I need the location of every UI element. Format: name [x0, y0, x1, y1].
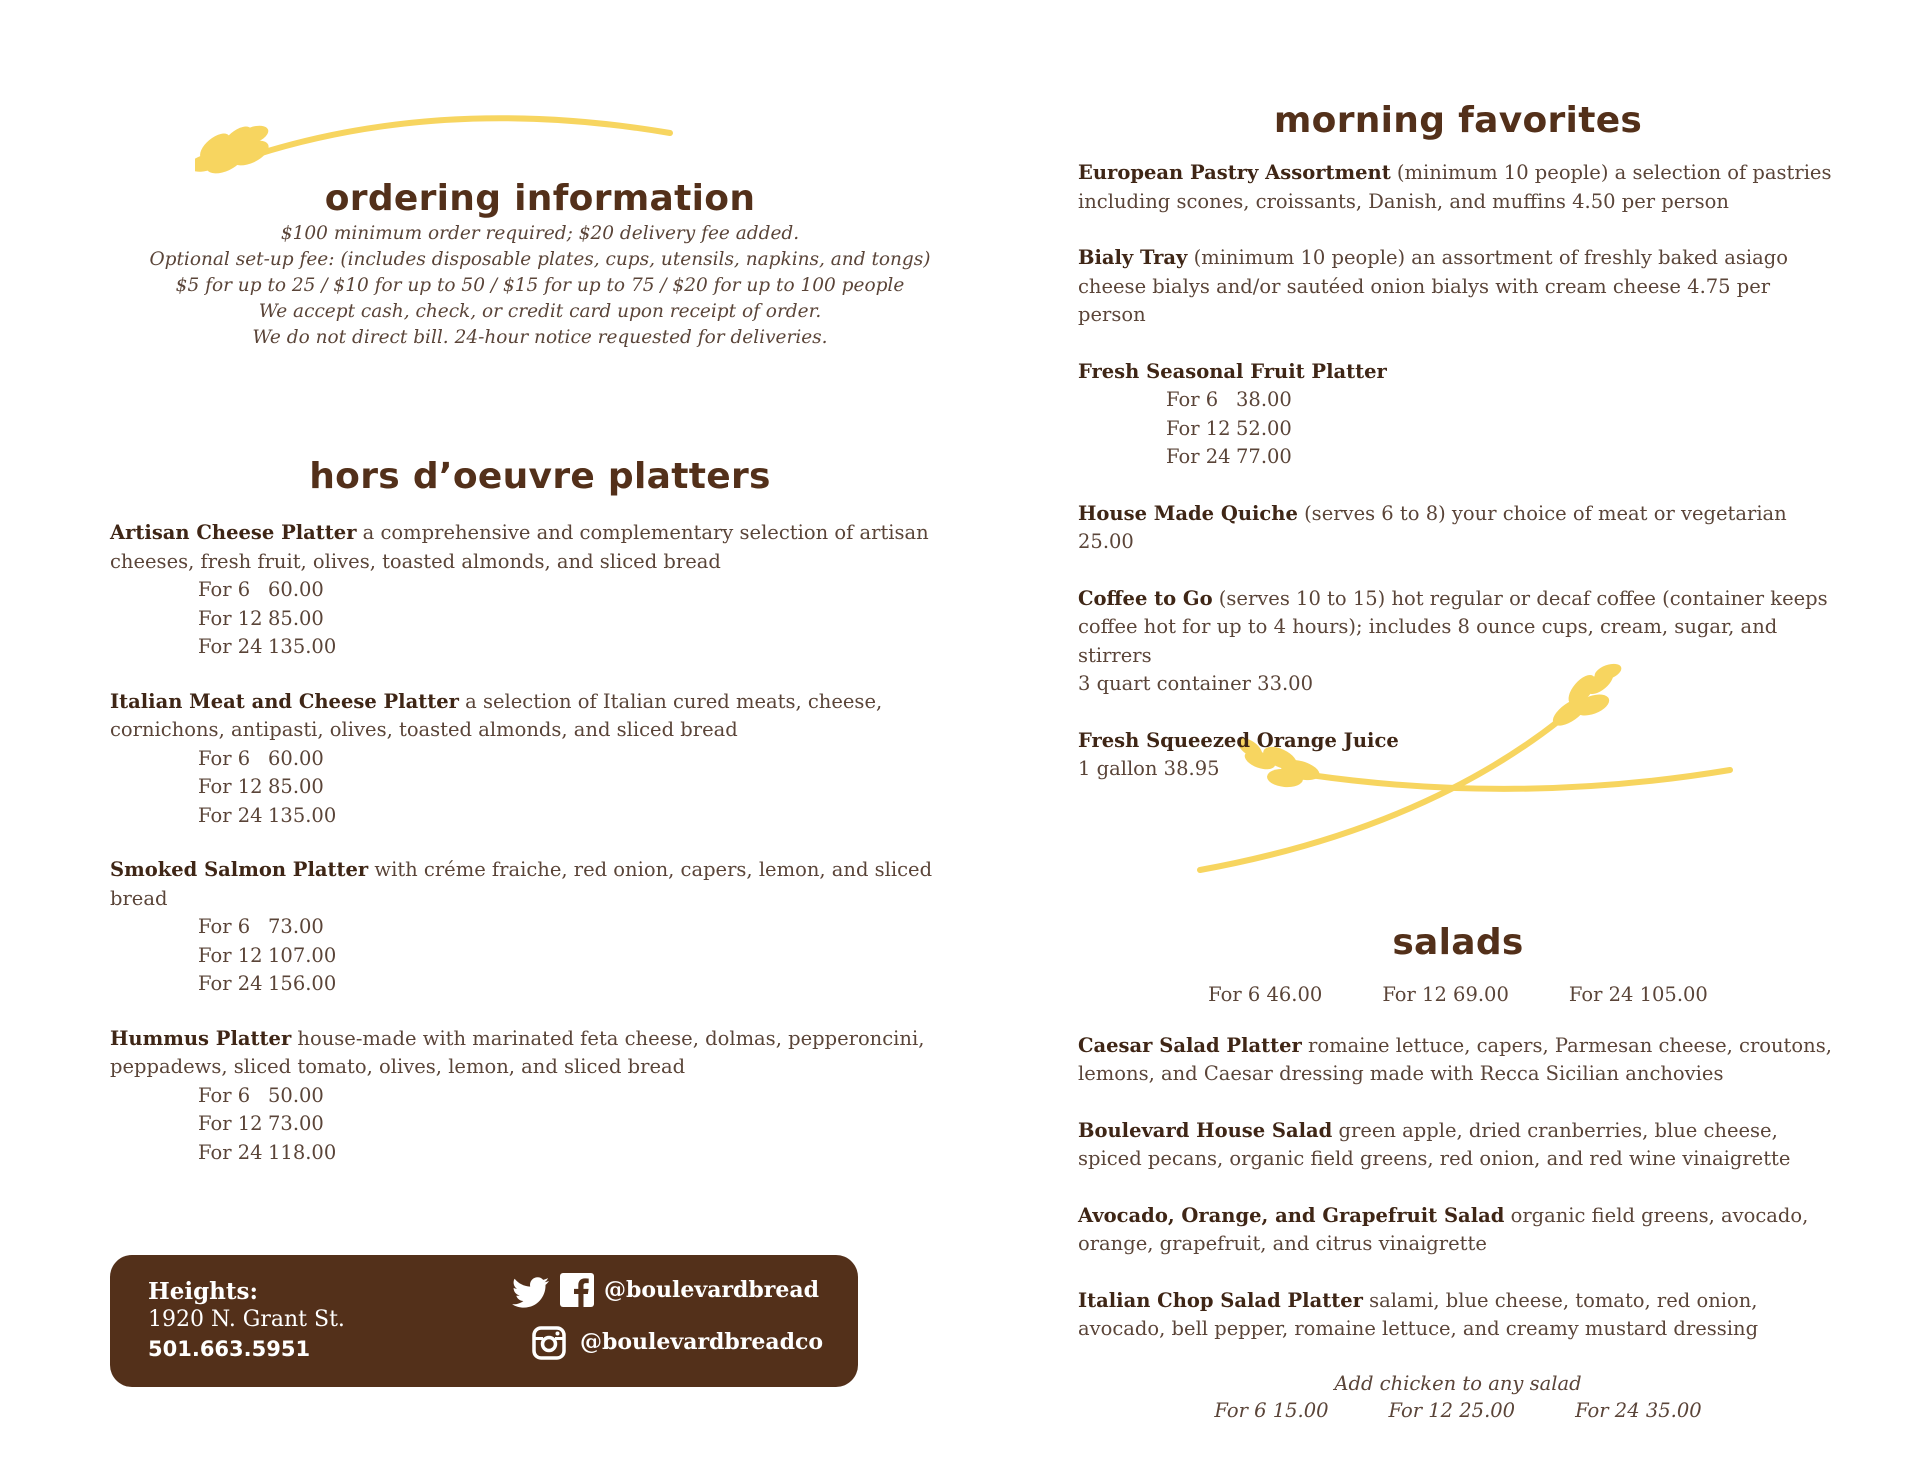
chicken-prices: [1078, 1399, 1838, 1422]
price-value: 38.00: [1236, 388, 1292, 411]
hors-title: hors d’oeuvre platters: [309, 456, 771, 497]
price-value: 85.00: [268, 606, 324, 630]
social-handle-twitter-facebook[interactable]: @boulevardbread: [604, 1277, 820, 1303]
ordering-line: $5 for up to 25 / $10 for up to 50 / $15 for up to 75 / $20 for up to 100 people: [175, 275, 905, 296]
ordering-line: We do not direct bill. 24-hour notice requested for deliveries.: [252, 327, 828, 348]
item-desc: (minimum 10 people) a selection of pastries including scones, croissants, Danish, and muffins 4.50 per person: [1078, 161, 1832, 213]
price-label: For 24: [198, 803, 263, 827]
item-name: Italian Meat and Cheese Platter: [110, 689, 459, 713]
menu-item-fruit-platter: [1078, 358, 1838, 472]
price-value: 52.00: [1236, 416, 1292, 440]
contact-address: 1920 N. Grant St.: [148, 1307, 345, 1332]
menu-item-caesar: [1078, 1032, 1838, 1089]
price-value: 60.00: [268, 746, 324, 770]
item-name: Bialy Tray: [1078, 246, 1188, 269]
item-desc: salami, blue cheese, tomato, red onion, avocado, bell pepper, romaine lettuce, and creamy mustard dressing: [1078, 1288, 1759, 1340]
item-name: House Made Quiche: [1078, 501, 1298, 525]
menu-item-smoked-salmon: [110, 856, 970, 999]
price-label: For 6: [1166, 388, 1219, 411]
menu-item-orange-juice: [1078, 727, 1838, 784]
menu-item-hummus: [110, 1025, 970, 1168]
price-value: 77.00: [1236, 445, 1292, 468]
contact-location: Heights:: [148, 1278, 258, 1305]
price-label: For 24: [198, 1140, 263, 1164]
item-name: European Pastry Assortment: [1078, 161, 1391, 184]
price-value: 73.00: [268, 1112, 324, 1135]
menu-item-quiche: [1078, 500, 1838, 557]
right-column: [1078, 0, 1838, 1422]
salad-price: For 24 105.00: [1568, 982, 1708, 1006]
price-label: For 24: [1166, 445, 1231, 468]
ordering-line: Optional set-up fee: (includes disposable plates, cups, utensils, napkins, and tongs): [149, 249, 931, 270]
chicken-price: For 12 25.00: [1388, 1398, 1516, 1422]
menu-item-bialy-tray: [1078, 244, 1838, 330]
price-label: For 6: [198, 746, 251, 770]
item-name: Hummus Platter: [110, 1026, 292, 1050]
price-label: For 12: [1166, 416, 1231, 440]
item-name: Italian Chop Salad Platter: [1078, 1288, 1363, 1312]
item-name: Coffee to Go: [1078, 586, 1213, 610]
item-desc: a comprehensive and complementary selection of artisan cheeses, fresh fruit, olives, toasted almonds, and sliced bread: [110, 521, 929, 573]
chicken-price: For 6 15.00: [1214, 1398, 1329, 1422]
salads-title: salads: [1392, 921, 1524, 963]
price-label: For 24: [198, 972, 263, 995]
item-desc: house-made with marinated feta cheese, dolmas, pepperoncini, peppadews, sliced tomato, olives, lemon, and sliced bread: [110, 1026, 925, 1078]
price-value: 73.00: [268, 915, 324, 938]
menu-item-chop-salad: [1078, 1287, 1838, 1344]
item-name: Fresh Squeezed Orange Juice: [1078, 728, 1399, 752]
price-value: 135.00: [268, 635, 337, 658]
ordering-line: $100 minimum order required; $20 delivery fee added.: [280, 223, 800, 244]
menu-item-avocado-salad: [1078, 1202, 1838, 1259]
item-desc: with créme fraiche, red onion, capers, lemon, and sliced bread: [110, 858, 933, 910]
salad-price: For 12 69.00: [1382, 982, 1509, 1006]
salad-prices: [1078, 983, 1838, 1006]
item-name: Avocado, Orange, and Grapefruit Salad: [1078, 1203, 1505, 1227]
menu-item-european-pastry: [1078, 159, 1838, 216]
menu-item-artisan-cheese: [110, 519, 970, 662]
price-label: For 6: [198, 578, 251, 601]
price-value: 118.00: [268, 1140, 337, 1164]
chicken-note: Add chicken to any salad: [1334, 1371, 1582, 1395]
price-label: For 12: [198, 606, 263, 630]
instagram-icon[interactable]: [532, 1326, 566, 1360]
price-value: 107.00: [268, 943, 337, 967]
price-value: 85.00: [268, 775, 324, 798]
item-desc: organic field greens, avocado, orange, grapefruit, and citrus vinaigrette: [1078, 1203, 1809, 1255]
price-label: For 12: [198, 775, 263, 798]
price-value: 135.00: [268, 803, 337, 827]
price-value: 50.00: [268, 1083, 324, 1107]
salad-price: For 6 46.00: [1208, 982, 1323, 1006]
contact-phone: 501.663.5951: [148, 1337, 311, 1361]
price-label: For 6: [198, 915, 251, 938]
twitter-icon[interactable]: [512, 1277, 550, 1309]
item-desc: (minimum 10 people) an assortment of freshly baked asiago cheese bialys and/or sautéed onion bialys with cream cheese 4.75 per person: [1078, 246, 1788, 326]
menu-item-house-salad: [1078, 1117, 1838, 1174]
item-desc: green apple, dried cranberries, blue cheese, spiced pecans, organic field greens, red onion, and red wine vinaigrette: [1078, 1118, 1791, 1170]
item-name: Artisan Cheese Platter: [110, 521, 357, 544]
price-label: For 24: [198, 635, 263, 658]
price-label: For 12: [198, 943, 263, 967]
item-name: Fresh Seasonal Fruit Platter: [1078, 359, 1387, 383]
left-column: [110, 0, 970, 1167]
price-value: 156.00: [268, 972, 337, 995]
morning-title: morning favorites: [1273, 100, 1643, 141]
item-desc: (serves 6 to 8) your choice of meat or vegetarian 25.00: [1078, 501, 1787, 553]
ordering-title: ordering information: [324, 178, 756, 219]
price-value: 60.00: [268, 578, 324, 601]
ordering-line: We accept cash, check, or credit card upon receipt of order.: [258, 301, 822, 322]
item-name: Boulevard House Salad: [1078, 1118, 1333, 1142]
item-name: Caesar Salad Platter: [1078, 1033, 1302, 1057]
chicken-price: For 24 35.00: [1575, 1398, 1702, 1422]
item-extra: 3 quart container 33.00: [1078, 672, 1313, 695]
item-name: Smoked Salmon Platter: [110, 858, 369, 881]
contact-box: [110, 1255, 858, 1387]
price-label: For 12: [198, 1112, 263, 1135]
social-handle-instagram[interactable]: @boulevardbreadco: [580, 1329, 824, 1355]
item-extra: 1 gallon 38.95: [1078, 757, 1220, 780]
item-desc: (serves 10 to 15) hot regular or decaf coffee (container keeps coffee hot for up to 4 hours); includes 8 ounce cups, cream, sugar, and stirrers: [1078, 586, 1828, 667]
ordering-details: [110, 221, 970, 351]
item-desc: romaine lettuce, capers, Parmesan cheese, croutons, lemons, and Caesar dressing made with Recca Sicilian anchovies: [1078, 1033, 1832, 1085]
price-label: For 6: [198, 1083, 251, 1107]
item-desc: a selection of Italian cured meats, cheese, cornichons, antipasti, olives, toasted almonds, and sliced bread: [110, 689, 883, 741]
menu-item-coffee: [1078, 585, 1838, 699]
facebook-icon[interactable]: [560, 1273, 594, 1307]
menu-item-italian-meat: [110, 688, 970, 831]
